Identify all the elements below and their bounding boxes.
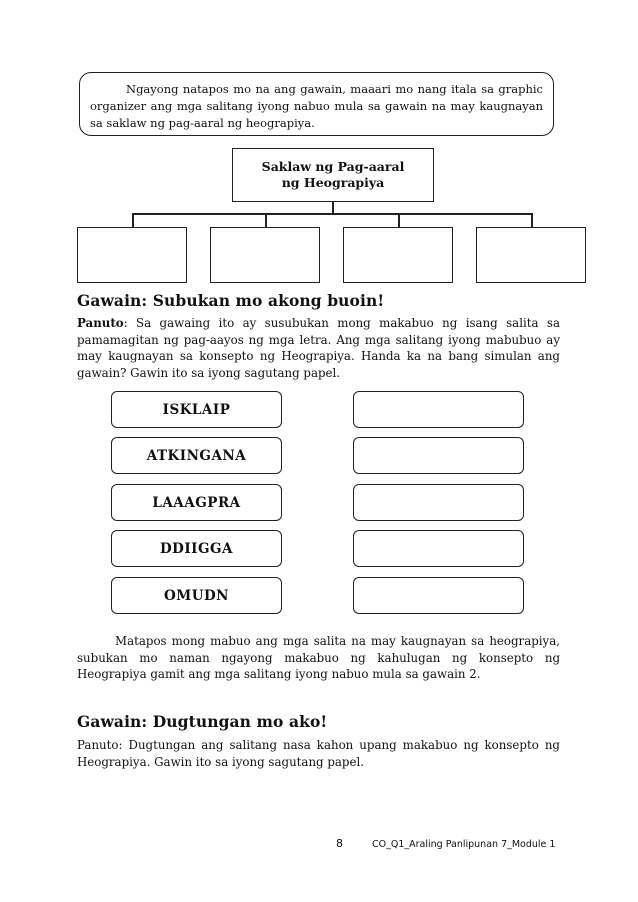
module-code: CO_Q1_Araling Panlipunan 7_Module 1 (372, 839, 556, 850)
transition-text: Matapos mong mabuo ang mga salita na may kaugnayan sa heograpiya, subukan mo naman ngayong makabuo ng kahulugan ng konsepto ng Heograpiya gamit ang mga salitang iyong nabuo mula sa gawain 2. (77, 634, 560, 681)
scrambled-word-box (111, 437, 282, 474)
organizer-box-1[interactable] (77, 227, 187, 283)
organizer-branch-line (132, 213, 532, 215)
activity1-instruction (77, 315, 560, 381)
intro-text: Ngayong natapos mo na ang gawain, maaari mo nang itala sa graphic organizer ang mga salitang iyong nabuo mula sa gawain na may kaugnayan sa saklaw ng pag-aaral ng heograpiya. (90, 82, 543, 130)
organizer-drop-line-2 (265, 213, 267, 227)
answer-box-4[interactable] (353, 530, 524, 567)
scrambled-word-box (111, 530, 282, 567)
answer-box-2[interactable] (353, 437, 524, 474)
intro-box (79, 72, 554, 136)
scrambled-word-box (111, 577, 282, 614)
scrambled-word: ISKLAIP (162, 401, 231, 418)
answer-box-1[interactable] (353, 391, 524, 428)
scrambled-word-box (111, 391, 282, 428)
activity2-heading: Gawain: Dugtungan mo ako! (77, 712, 328, 731)
scrambled-word: ATKINGANA (146, 447, 247, 464)
answer-box-3[interactable] (353, 484, 524, 521)
organizer-title: Saklaw ng Pag-aaral ng Heograpiya (261, 159, 405, 190)
organizer-title-box (232, 148, 434, 202)
organizer-drop-line-1 (132, 213, 134, 227)
scrambled-word: LAAAGPRA (152, 494, 241, 511)
instruction-text: : Sa gawaing ito ay susubukan mong makabuo ng isang salita sa pamamagitan ng pag-aayos ng mga letra. Ang mga salitang iyong mabubuo ay may kaugnayan sa konsepto ng Heograpiya. Handa ka na bang simulan ang gawain? Gawin ito sa iyong sagutang papel. (77, 316, 560, 380)
organizer-drop-line-3 (398, 213, 400, 227)
scrambled-word: OMUDN (163, 587, 230, 604)
answer-box-5[interactable] (353, 577, 524, 614)
organizer-box-2[interactable] (210, 227, 320, 283)
instruction-label: Panuto (77, 316, 124, 330)
scrambled-word: DDIIGGA (159, 540, 234, 557)
organizer-box-4[interactable] (476, 227, 586, 283)
activity2-instruction: Panuto: Dugtungan ang salitang nasa kahon upang makabuo ng konsepto ng Heograpiya. Gawin ito sa iyong sagutang papel. (77, 738, 560, 769)
transition-paragraph (77, 633, 560, 683)
activity1-heading: Gawain: Subukan mo akong buoin! (77, 291, 385, 310)
organizer-drop-line-4 (531, 213, 533, 227)
page-number: 8 (336, 837, 343, 850)
organizer-box-3[interactable] (343, 227, 453, 283)
scrambled-word-box (111, 484, 282, 521)
